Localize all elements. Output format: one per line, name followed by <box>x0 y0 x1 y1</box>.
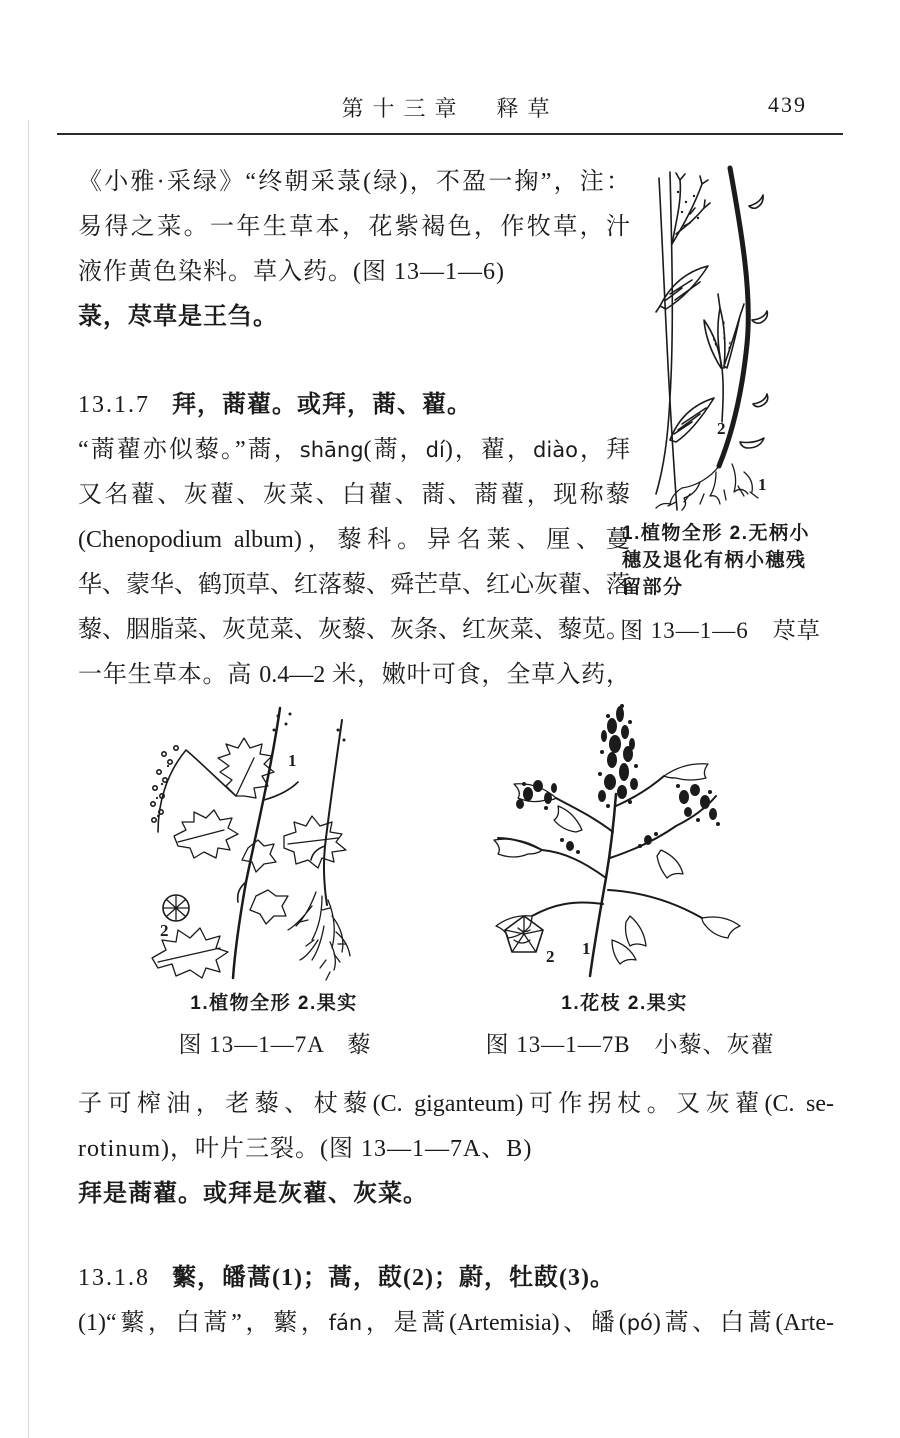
fig-13-1-6-illustration <box>620 142 870 514</box>
body-line: 子可榨油，老藜、杖藜(C. giganteum)可作拐杖。又灰藋(C. se- <box>78 1091 834 1117</box>
text-segment: )，藋， <box>444 437 534 463</box>
figure-label-2: 2 <box>546 947 555 966</box>
body-line <box>78 1301 834 1346</box>
text-segment: ，拜 <box>577 437 631 463</box>
figure-label-2: 2 <box>717 419 726 438</box>
intro-line-bold: 菉，荩草是王刍。 <box>78 304 278 330</box>
intro-line: 液作黄色染料。草入药。(图 13—1—6) <box>78 259 505 285</box>
page-number: 439 <box>768 92 807 117</box>
caption-line: 留部分 <box>622 577 684 598</box>
figure-label-2: 2 <box>160 921 169 940</box>
intro-line: 《小雅·采绿》“终朝采菉(绿)，不盈一掬”，注： <box>78 169 630 195</box>
text-segment: (1)“蘩，白蒿”，蘩， <box>78 1310 329 1336</box>
body-line <box>78 428 630 473</box>
pinyin-segment: diào <box>533 438 578 462</box>
body-line: 藜、胭脂菜、灰苋菜、灰藜、灰条、红灰菜、藜苋。 <box>78 617 630 643</box>
fig-13-1-7A-title: 图 13—1—7A 藜 <box>178 1032 372 1057</box>
fig-13-1-7B-caption: 1.花枝 2.果实 <box>561 993 688 1014</box>
scan-edge-left <box>28 120 29 1438</box>
pinyin-segment: pó <box>626 1311 653 1335</box>
pinyin-segment: shāng <box>299 438 364 462</box>
body-line: rotinum)，叶片三裂。(图 13—1—7A、B) <box>78 1136 533 1162</box>
pentagon-fruit <box>505 916 543 952</box>
fig-13-1-6-title: 图 13—1—6 荩草 <box>620 618 821 643</box>
figure-label-1: 1 <box>288 751 297 770</box>
header-rule <box>57 133 843 135</box>
grass-plant-drawing <box>656 168 768 510</box>
body-line: 一年生草本。高 0.4—2 米，嫩叶可食，全草入药， <box>78 662 630 688</box>
fig-13-1-7B-title: 图 13—1—7B 小藜、灰藋 <box>485 1032 775 1057</box>
body-line: (Chenopodium album)，藜科。异名莱、厘、蔓 <box>78 527 630 553</box>
text-segment: )蒿、白蒿(Arte- <box>652 1310 834 1336</box>
fig-13-1-7B-illustration <box>462 700 787 978</box>
text-segment: ，是蒿(Artemisia)、皤( <box>362 1310 627 1336</box>
figure-label-1: 1 <box>758 475 767 494</box>
body-line: 华、蒙华、鹤顶草、红落藜、舜芒草、红心灰藋、落 <box>78 572 630 598</box>
section-heading-13-1-8 <box>78 1256 615 1301</box>
chenopodium-plant-drawing <box>151 708 350 980</box>
body-line-bold: 拜是蔏藋。或拜是灰藋、灰菜。 <box>78 1181 428 1207</box>
caption-line: 1.植物全形 2.无柄小 <box>622 523 810 544</box>
section-number: 13.1.7 <box>78 392 150 418</box>
intro-line: 易得之菜。一年生草本，花紫褐色，作牧草，汁 <box>78 214 630 240</box>
fig-13-1-6-caption <box>622 520 862 601</box>
running-head: 第十三章 释草 <box>341 96 559 121</box>
fig-13-1-7A-caption: 1.植物全形 2.果实 <box>190 993 358 1014</box>
figure-label-1: 1 <box>582 939 591 958</box>
body-line: 又名藋、灰藋、灰菜、白藋、蔏、蔏藋，现称藜 <box>78 482 630 508</box>
pinyin-segment: fán <box>328 1311 363 1335</box>
flower-clusters <box>516 704 720 854</box>
caption-line: 穗及退化有柄小穗残 <box>622 550 807 571</box>
section-title: 拜，蔏藋。或拜，蔏、藋。 <box>172 392 472 418</box>
text-segment: “蔏藋亦似藜。”蔏， <box>78 437 300 463</box>
text-segment: (蔏， <box>363 437 426 463</box>
section-heading-13-1-7 <box>78 383 472 428</box>
fig-13-1-7A-illustration <box>128 700 420 983</box>
section-number: 13.1.8 <box>78 1265 150 1291</box>
pinyin-segment: dí <box>425 438 445 462</box>
section-title: 蘩，皤蒿(1)；蒿，菣(2)；蔚，牡菣(3)。 <box>172 1265 615 1291</box>
